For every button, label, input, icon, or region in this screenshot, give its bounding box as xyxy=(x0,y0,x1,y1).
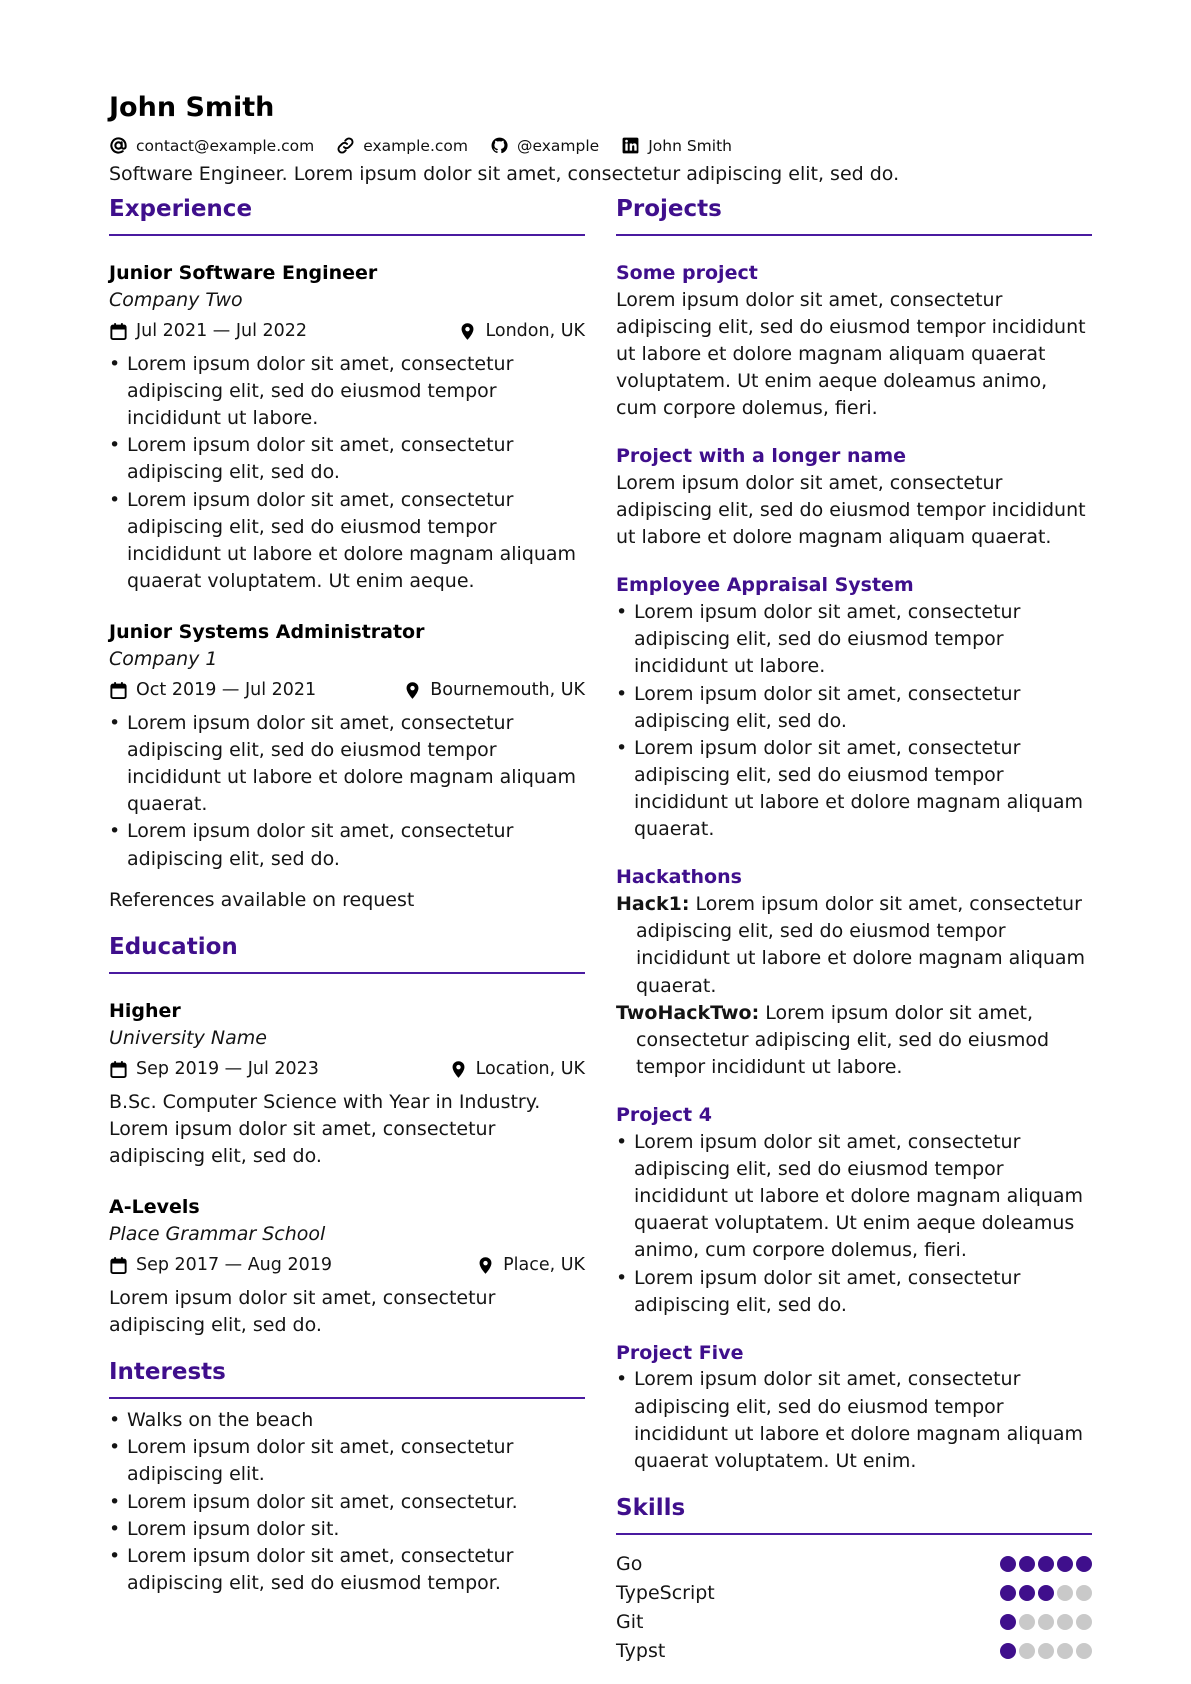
skill-dot-empty xyxy=(1057,1614,1073,1630)
list-item: • Lorem ipsum dolor sit amet, consectetur adipiscing elit, sed do. xyxy=(616,1265,1092,1319)
job-role: Junior Systems Administrator xyxy=(109,621,425,644)
website-text: example.com xyxy=(363,136,468,155)
location-text: Bournemouth, UK xyxy=(430,680,585,701)
list-item: • Lorem ipsum dolor sit amet, consectetur adipiscing elit, sed do eiusmod tempor incididunt ut labore et dolore magnam aliquam quaerat. xyxy=(109,710,585,819)
resume-page xyxy=(109,92,1092,1665)
experience-entry xyxy=(109,260,585,595)
education-entry xyxy=(109,998,585,1170)
interests-heading: Interests xyxy=(109,1361,585,1399)
project-entry xyxy=(616,864,1092,1081)
job-company: Company Two xyxy=(109,288,243,311)
contact-bar xyxy=(109,136,1092,155)
left-column xyxy=(109,198,585,1665)
project-entry xyxy=(616,443,1092,551)
github-text: @example xyxy=(517,136,600,155)
list-item: • Lorem ipsum dolor sit amet, consectetur adipiscing elit, sed do. xyxy=(109,432,585,486)
skill-dot-filled xyxy=(1038,1585,1054,1601)
skill-dot-empty xyxy=(1076,1585,1092,1601)
job-bullets xyxy=(109,351,585,595)
skill-dot-empty xyxy=(1057,1585,1073,1601)
project-bullets xyxy=(616,599,1092,843)
map-pin-icon xyxy=(458,322,477,341)
calendar-icon xyxy=(109,1256,128,1275)
list-item: • Lorem ipsum dolor sit amet, consectetur adipiscing elit, sed do eiusmod tempor incididunt ut labore et dolore magnam aliquam quaerat voluptatem. Ut enim aeque doleamus animo, cum corpore dolemus, fieri. xyxy=(616,1129,1092,1265)
project-bullets xyxy=(616,1366,1092,1475)
skills-heading: Skills xyxy=(616,1497,1092,1535)
contact-website[interactable] xyxy=(336,136,468,155)
list-item: • Lorem ipsum dolor sit amet, consectetur adipiscing elit, sed do eiusmod tempor incididunt ut labore et dolore magnam aliquam quaerat. xyxy=(616,735,1092,844)
degree-title: A-Levels xyxy=(109,1196,200,1219)
skill-dot-filled xyxy=(1000,1585,1016,1601)
project-entry xyxy=(616,260,1092,422)
candidate-name: John Smith xyxy=(109,92,275,123)
skill-level-dots xyxy=(1000,1643,1092,1659)
contact-linkedin[interactable] xyxy=(621,136,732,155)
project-entry xyxy=(616,1102,1092,1319)
references-note: References available on request xyxy=(109,888,415,911)
skill-dot-filled xyxy=(1000,1643,1016,1659)
skill-row xyxy=(616,1549,1092,1578)
project-name: Project Five xyxy=(616,1341,744,1364)
skill-dot-filled xyxy=(1019,1585,1035,1601)
contact-email[interactable] xyxy=(109,136,314,155)
skills-section xyxy=(616,1497,1092,1665)
education-section xyxy=(109,933,585,1339)
project-description: Lorem ipsum dolor sit amet, consectetur adipiscing elit, sed do eiusmod tempor incididunt ut labore et dolore magnam aliquam quaerat. xyxy=(616,472,1086,549)
calendar-icon xyxy=(109,681,128,700)
skill-name: Go xyxy=(616,1552,643,1575)
project-entry xyxy=(616,572,1092,843)
list-item: • Lorem ipsum dolor sit amet, consectetur adipiscing elit, sed do eiusmod tempor. xyxy=(109,1543,585,1597)
hackathon-label: TwoHackTwo: xyxy=(616,1001,760,1024)
job-location xyxy=(403,678,585,703)
calendar-icon xyxy=(109,1060,128,1079)
location-text: Location, UK xyxy=(475,1059,585,1080)
list-item: • Lorem ipsum dolor sit amet, consectetur. xyxy=(109,1489,585,1516)
skills-list xyxy=(616,1549,1092,1665)
list-item: • Lorem ipsum dolor sit amet, consectetur adipiscing elit, sed do eiusmod tempor incididunt ut labore et dolore magnam aliquam quaerat voluptatem. Ut enim aeque. xyxy=(109,487,585,596)
project-name: Project with a longer name xyxy=(616,445,907,468)
skill-dot-filled xyxy=(1019,1556,1035,1572)
list-item: • Lorem ipsum dolor sit amet, consectetur adipiscing elit, sed do. xyxy=(109,818,585,872)
skill-dot-empty xyxy=(1076,1614,1092,1630)
skill-name: Git xyxy=(616,1610,644,1633)
skill-dot-filled xyxy=(1000,1556,1016,1572)
skill-dot-empty xyxy=(1038,1614,1054,1630)
project-bullets xyxy=(616,1129,1092,1319)
link-icon xyxy=(336,136,355,155)
projects-section xyxy=(616,198,1092,1475)
list-item: • Lorem ipsum dolor sit. xyxy=(109,1516,585,1543)
education-location xyxy=(449,1057,585,1082)
education-description: Lorem ipsum dolor sit amet, consectetur adipiscing elit, sed do. xyxy=(109,1286,496,1336)
linkedin-text: John Smith xyxy=(648,136,732,155)
skill-name: TypeScript xyxy=(616,1581,715,1604)
skill-dot-empty xyxy=(1038,1643,1054,1659)
hackathon-item xyxy=(616,891,1092,1000)
project-name: Project 4 xyxy=(616,1104,712,1127)
list-item: • Lorem ipsum dolor sit amet, consectetur adipiscing elit, sed do eiusmod tempor incididunt ut labore. xyxy=(109,351,585,432)
skill-row xyxy=(616,1636,1092,1665)
skill-name: Typst xyxy=(616,1639,666,1662)
hackathon-text: Lorem ipsum dolor sit amet, consectetur adipiscing elit, sed do eiusmod tempor incididunt ut labore et dolore magnam aliquam quaerat. xyxy=(636,893,1086,997)
education-heading: Education xyxy=(109,936,585,974)
education-entry xyxy=(109,1194,585,1339)
contact-github[interactable] xyxy=(490,136,599,155)
hackathon-text: Lorem ipsum dolor sit amet, consectetur adipiscing elit, sed do eiusmod tempor incididunt ut labore. xyxy=(636,1001,1050,1078)
project-entry xyxy=(616,1340,1092,1475)
project-name: Employee Appraisal System xyxy=(616,574,914,597)
tagline: Software Engineer. Lorem ipsum dolor sit amet, consectetur adipiscing elit, sed do. xyxy=(109,163,900,186)
skill-dot-filled xyxy=(1057,1556,1073,1572)
hackathon-item xyxy=(616,1000,1092,1081)
hackathon-label: Hack1: xyxy=(616,893,690,916)
skill-row xyxy=(616,1578,1092,1607)
skill-level-dots xyxy=(1000,1614,1092,1630)
school-name: University Name xyxy=(109,1026,267,1049)
list-item: • Lorem ipsum dolor sit amet, consectetur adipiscing elit. xyxy=(109,1434,585,1488)
education-dates xyxy=(109,1057,319,1082)
skill-level-dots xyxy=(1000,1556,1092,1572)
job-dates xyxy=(109,678,316,703)
job-dates xyxy=(109,319,307,344)
project-description: Lorem ipsum dolor sit amet, consectetur adipiscing elit, sed do eiusmod tempor incididunt ut labore et dolore magnam aliquam quaerat voluptatem. Ut enim aeque doleamus animo, cum corpore dolemus, fieri. xyxy=(616,288,1086,420)
right-column xyxy=(616,198,1092,1665)
education-meta xyxy=(109,1057,585,1082)
education-location xyxy=(476,1253,585,1278)
education-description: B.Sc. Computer Science with Year in Industry. Lorem ipsum dolor sit amet, consectetur adipiscing elit, sed do. xyxy=(109,1090,541,1167)
skill-level-dots xyxy=(1000,1585,1092,1601)
two-column-layout xyxy=(109,198,1092,1665)
location-text: London, UK xyxy=(485,321,585,342)
project-name: Hackathons xyxy=(616,866,742,889)
education-dates xyxy=(109,1253,332,1278)
map-pin-icon xyxy=(449,1060,468,1079)
at-icon xyxy=(109,136,128,155)
skill-dot-empty xyxy=(1019,1643,1035,1659)
map-pin-icon xyxy=(403,681,422,700)
dates-text: Sep 2019 — Jul 2023 xyxy=(136,1059,319,1080)
school-name: Place Grammar School xyxy=(109,1222,326,1245)
job-meta xyxy=(109,319,585,344)
github-icon xyxy=(490,136,509,155)
job-bullets xyxy=(109,710,585,873)
interests-list xyxy=(109,1407,585,1597)
project-name: Some project xyxy=(616,262,758,285)
skill-dot-empty xyxy=(1076,1643,1092,1659)
list-item: • Lorem ipsum dolor sit amet, consectetur adipiscing elit, sed do eiusmod tempor incididunt ut labore. xyxy=(616,599,1092,680)
skill-dot-filled xyxy=(1076,1556,1092,1572)
calendar-icon xyxy=(109,322,128,341)
job-role: Junior Software Engineer xyxy=(109,262,378,285)
skill-dot-empty xyxy=(1057,1643,1073,1659)
experience-heading: Experience xyxy=(109,198,585,236)
linkedin-icon xyxy=(621,136,640,155)
skill-dot-filled xyxy=(1000,1614,1016,1630)
projects-heading: Projects xyxy=(616,198,1092,236)
list-item: • Walks on the beach xyxy=(109,1407,585,1434)
experience-entry xyxy=(109,619,585,873)
list-item: • Lorem ipsum dolor sit amet, consectetur adipiscing elit, sed do eiusmod tempor incididunt ut labore et dolore magnam aliquam quaerat voluptatem. Ut enim. xyxy=(616,1366,1092,1475)
list-item: • Lorem ipsum dolor sit amet, consectetur adipiscing elit, sed do. xyxy=(616,681,1092,735)
job-meta xyxy=(109,678,585,703)
job-company: Company 1 xyxy=(109,647,218,670)
skill-dot-filled xyxy=(1038,1556,1054,1572)
dates-text: Oct 2019 — Jul 2021 xyxy=(136,680,317,701)
job-location xyxy=(458,319,585,344)
interests-section xyxy=(109,1361,585,1597)
skill-row xyxy=(616,1607,1092,1636)
education-meta xyxy=(109,1253,585,1278)
location-text: Place, UK xyxy=(503,1255,585,1276)
email-text: contact@example.com xyxy=(136,136,315,155)
dates-text: Jul 2021 — Jul 2022 xyxy=(136,321,308,342)
experience-section xyxy=(109,198,585,914)
degree-title: Higher xyxy=(109,999,181,1022)
skill-dot-empty xyxy=(1019,1614,1035,1630)
map-pin-icon xyxy=(476,1256,495,1275)
dates-text: Sep 2017 — Aug 2019 xyxy=(136,1255,332,1276)
